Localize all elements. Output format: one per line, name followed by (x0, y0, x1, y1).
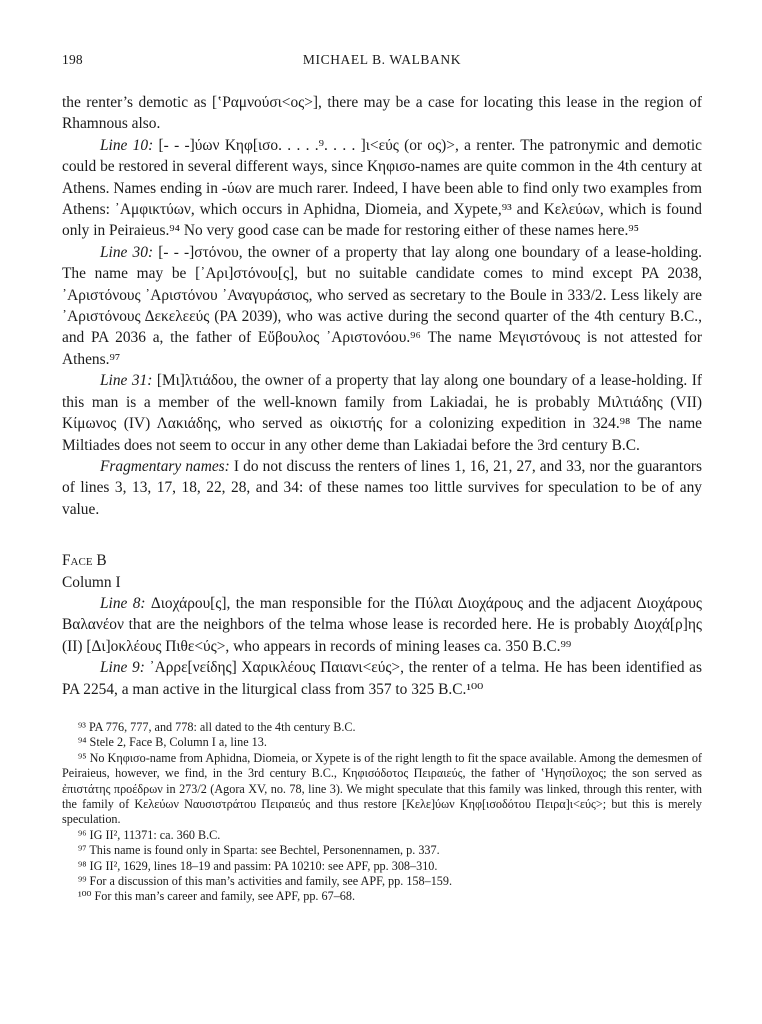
paragraph-line-10 (62, 135, 702, 242)
running-head (62, 52, 702, 76)
page-number: 198 (62, 52, 83, 67)
footnote: ⁹⁶ IG II², 11371: ca. 360 B.C. (78, 827, 221, 842)
section-spacer (62, 520, 702, 550)
paragraph-text: [- - -]στόνου, the owner of a property that lay along one boundary of a lease-holding. The name may be [᾿Αρι]στόνου[ς], but no suitable candidate comes to mind except PA 2038, ᾿Αριστόνους ᾿Αριστόνου ᾿Αναγυράσιος, who served as secretary to the Boule in 333/2. Less likely are ᾿Αριστόνους Δεκελεεύς (PA 2039), who was active during the second quarter of the 4th century B.C., and PA 2036 a, the father of Εὔβουλος ᾿Αριστονόου.⁹⁶ The name Μεγιστόνους is not attested for Athens.⁹⁷ (62, 243, 702, 368)
paragraph-line-31 (62, 370, 702, 456)
footnote: ⁹⁵ No Κηφισο-name from Aphidna, Diomeia, or Xypete is of the right length to fit the space available. Among the demesmen of Peiraieus, however, we find, in the 3rd century B.C., Κηφισόδοτος Πειραιεύς, the father of ʽΗγησίλοχος; the son served as ἐπιστάτης προέδρων in 273/2 (Agora XV, no. 78, line 3). We might speculate that this family was linked, through this renter, with the family of Κελεύων Ναυσιστράτου Πειραιεύς and thus restore [Κελε]ύων Κηφ[ισοδότου Πειρα]ι<εύς>; but this is merely speculation. (62, 750, 702, 827)
footnote: ⁹⁴ Stele 2, Face B, Column I a, line 13. (78, 735, 267, 750)
footnote: ⁹⁹ For a discussion of this man’s activities and family, see APF, pp. 158–159. (78, 874, 453, 889)
paragraph-text: [Μι]λτιάδου, the owner of a property that lay along one boundary of a lease-holding. If this man is a member of the well-known family from Lakiadai, he is probably Μιλτιάδης (VII) Κίμωνος (IV) Λακιάδης, who served as οἰκιστής for a colonizing expedition in 324.⁹⁸ The name Miltiades does not seem to occur in any other deme than Lakiadai before the 3rd century B.C. (62, 372, 702, 454)
page (62, 52, 702, 905)
paragraph-line-9 (62, 657, 702, 700)
paragraph-label: Fragmentary names: (100, 457, 230, 475)
footnote: ¹⁰⁰ For this man’s career and family, see APF, pp. 67–68. (78, 889, 356, 904)
paragraph-text: [- - -]ύων Κηφ[ισο. . . . .⁹. . . . ]ι<εύς (or ος)>, a renter. The patronymic and demotic could be restored in several different ways, since Κηφισο-names are quite common in the 4th century at Athens. Names ending in -ύων are much rarer. Indeed, I have been able to find only two examples from Athens: ᾿Αμφικτύων, which occurs in Aphidna, Diomeia, and Xypete,⁹³ and Κελεύων, which is found only in Peiraieus.⁹⁴ No very good case can be made for restoring either of these names here.⁹⁵ (62, 136, 702, 240)
footnote: ⁹⁷ This name is found only in Sparta: see Bechtel, Personennamen, p. 337. (78, 843, 440, 858)
body-text (62, 92, 702, 700)
paragraph-label: Line 9: (100, 659, 145, 677)
subsection-heading-column: Column I (62, 573, 121, 591)
paragraph-label: Line 10: (100, 136, 154, 154)
footnote: ⁹³ PA 776, 777, and 778: all dated to the 4th century B.C. (78, 719, 356, 734)
footnote: ⁹⁸ IG II², 1629, lines 18–19 and passim: PA 10210: see APF, pp. 308–310. (78, 858, 438, 873)
paragraph-text: ᾿Αρρε[νείδης] Χαρικλέους Παιανι<εύς>, the renter of a telma. He has been identified as PA 2254, a man active in the liturgical class from 357 to 325 B.C.¹⁰⁰ (62, 659, 703, 698)
section-heading-face-b: Face B (62, 552, 107, 570)
paragraph-text: I do not discuss the renters of lines 1, 16, 21, 27, and 33, nor the guarantors of lines 3, 13, 17, 18, 22, 28, and 34: of these names too little survives for speculation to be of any value. (62, 457, 703, 518)
paragraph-label: Line 30: (100, 243, 154, 261)
paragraph-line-30 (62, 242, 702, 370)
paragraph: the renter’s demotic as [ʽΡαμνούσι<ος>], there may be a case for locating this lease in the region of Rhamnous also. (62, 94, 702, 133)
paragraph-line-8 (62, 593, 702, 657)
paragraph-label: Line 31: (100, 372, 153, 390)
paragraph-fragmentary-names (62, 456, 702, 520)
footnotes (62, 720, 702, 905)
running-head-author: MICHAEL B. WALBANK (302, 52, 462, 67)
paragraph-text: Διοχάρου[ς], the man responsible for the Πύλαι Διοχάρους and the adjacent Διοχάρους Βαλανέον that are the neighbors of the telma whose lease is recorded here. He is probably Διοχά[ρ]ης (II) [Δι]οκλέους Πιθε<ύς>, who appears in records of mining leases ca. 350 B.C.⁹⁹ (62, 594, 703, 655)
paragraph-label: Line 8: (100, 594, 146, 612)
